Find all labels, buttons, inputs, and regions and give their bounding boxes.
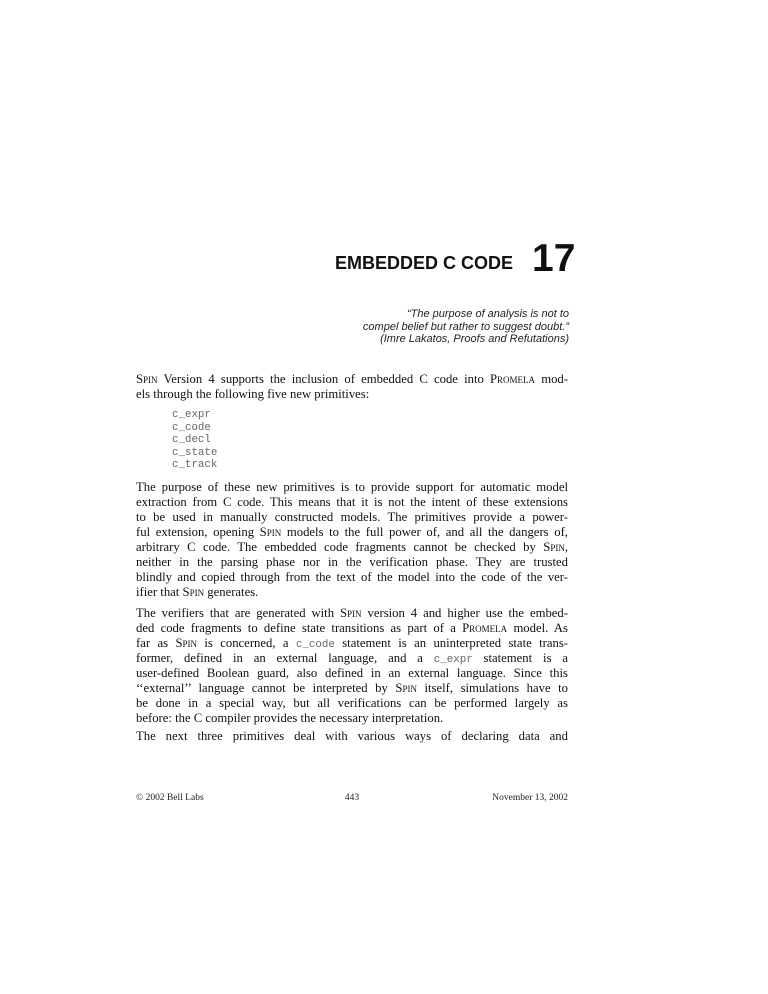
text-line xyxy=(136,651,568,666)
paragraph-purpose xyxy=(136,480,568,601)
text-line xyxy=(136,606,568,621)
text-run: The verifiers that are generated with xyxy=(136,605,340,620)
text-run: to be used in manually constructed models. The primitives provide a power- xyxy=(136,509,568,524)
small-caps-term: Promela xyxy=(462,620,508,635)
text-run: statement is an uninterpreted state trans- xyxy=(334,635,568,650)
small-caps-term: Spin xyxy=(395,680,417,695)
text-run: The purpose of these new primitives is to provide support for automatic model xyxy=(136,479,568,494)
text-run: version 4 and higher use the embed- xyxy=(361,605,568,620)
text-line xyxy=(136,621,568,636)
text-line xyxy=(136,666,568,681)
small-caps-term: Spin xyxy=(340,605,362,620)
text-run: ded code fragments to define state transitions as part of a xyxy=(136,620,463,635)
small-caps-term: Spin xyxy=(259,524,282,539)
primitives-list xyxy=(172,409,217,472)
text-line xyxy=(136,372,568,387)
text-line xyxy=(136,540,568,555)
text-run: model. As xyxy=(507,620,568,635)
primitive-item: c_state xyxy=(172,446,218,459)
text-line xyxy=(136,711,568,726)
text-line xyxy=(136,495,568,510)
text-run: statement is a xyxy=(472,650,569,665)
inline-code: c_expr xyxy=(433,653,473,666)
text-run: far as xyxy=(136,635,176,650)
text-run: ifier that xyxy=(136,585,183,600)
text-run: former, defined in an external language, and a xyxy=(136,650,434,665)
text-line xyxy=(136,696,568,711)
primitive-item: c_track xyxy=(172,459,218,472)
epigraph xyxy=(300,308,569,346)
small-caps-term: Spin xyxy=(175,635,197,650)
text-run: ful extension, opening xyxy=(136,524,260,539)
text-line xyxy=(136,555,568,570)
text-line xyxy=(136,681,568,696)
text-run: extraction from C code. This means that it is not the intent of these extensions xyxy=(136,494,568,509)
text-run: itself, simulations have to xyxy=(416,680,568,695)
primitive-item: c_expr xyxy=(172,409,211,421)
text-line xyxy=(136,510,568,525)
text-run: user-defined Boolean guard, also defined in an external language. Since this xyxy=(136,665,568,680)
inline-code: c_code xyxy=(295,638,335,651)
text-line xyxy=(136,480,568,495)
text-run: ‘‘external’’ language cannot be interpreted by xyxy=(136,680,396,695)
chapter-title: EMBEDDED C CODE xyxy=(334,253,513,273)
epigraph-line: (Imre Lakatos, Proofs and Refutations) xyxy=(380,333,569,346)
text-line xyxy=(136,525,568,540)
text-run: before: the C compiler provides the necessary interpretation. xyxy=(136,711,444,726)
primitive-item: c_code xyxy=(172,421,211,434)
paragraph-verifiers xyxy=(136,606,568,727)
text-run: generates. xyxy=(204,585,259,600)
chapter-number: 17 xyxy=(532,237,576,280)
paragraph-intro xyxy=(136,372,568,402)
footer-date: November 13, 2002 xyxy=(492,793,568,803)
text-run: neither in the parsing phase nor in the verification phase. They are trusted xyxy=(136,554,568,569)
footer-copyright: © 2002 Bell Labs xyxy=(136,793,204,803)
paragraph-next xyxy=(136,729,568,744)
text-run: , xyxy=(564,539,568,554)
text-run: models to the full power of, and all the dangers of, xyxy=(281,524,568,539)
text-run: arbitrary C code. The embedded code fragments cannot be checked by xyxy=(136,539,544,554)
small-caps-term: Spin xyxy=(182,585,205,600)
text-run: blindly and copied through from the text of the model into the code of the ver- xyxy=(136,570,568,585)
text-run: mod- xyxy=(535,371,568,386)
page-number: 443 xyxy=(344,793,360,803)
small-caps-term: Spin xyxy=(543,539,565,554)
text-run: be done in a special way, but all verifications can be performed largely as xyxy=(136,696,568,711)
text-line xyxy=(136,387,568,402)
epigraph-line: compel belief but rather to suggest doubt.” xyxy=(362,320,569,333)
text-line xyxy=(136,636,568,651)
page-footer xyxy=(136,792,568,804)
primitive-item: c_decl xyxy=(172,434,211,447)
small-caps-term: Spin xyxy=(136,371,158,386)
text-line xyxy=(136,570,568,585)
text-line xyxy=(136,585,568,600)
epigraph-line: “The purpose of analysis is not to xyxy=(406,308,569,320)
text-run: is concerned, a xyxy=(197,635,296,650)
text-run: els through the following five new primitives: xyxy=(136,386,370,401)
text-run: Version 4 supports the inclusion of embedded C code into xyxy=(157,371,490,386)
text-run: The next three primitives deal with various ways of declaring data and xyxy=(136,728,568,743)
small-caps-term: Promela xyxy=(489,371,536,386)
text-line xyxy=(136,729,568,744)
